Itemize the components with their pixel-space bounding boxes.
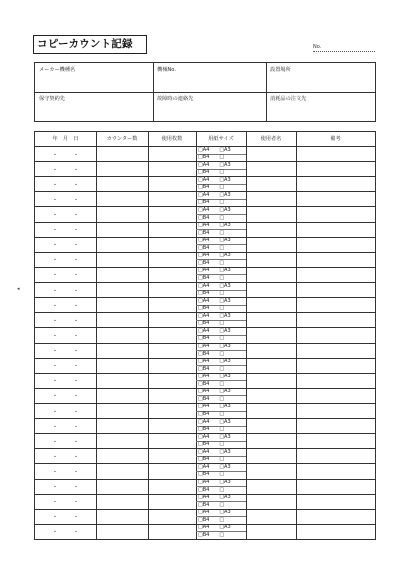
paper-option-a4-a3[interactable]: □A4 □A3	[198, 418, 231, 425]
date-cell[interactable]	[36, 449, 95, 462]
remarks-cell[interactable]	[297, 495, 374, 508]
user-name-cell[interactable]	[247, 480, 295, 493]
date-separator: ・	[52, 302, 59, 310]
remarks-cell[interactable]	[297, 223, 374, 236]
user-name-cell[interactable]	[247, 510, 295, 523]
date-separator: ・	[52, 317, 59, 325]
date-cell[interactable]	[36, 238, 95, 251]
user-name-cell[interactable]	[247, 344, 295, 357]
date-separator: ・	[52, 257, 59, 265]
remarks-cell[interactable]	[297, 238, 374, 251]
date-separator: ・	[73, 166, 80, 174]
sheets-used-cell[interactable]	[149, 147, 195, 160]
sheets-used-cell[interactable]	[149, 480, 195, 493]
date-separator: ・	[52, 196, 59, 204]
user-name-cell[interactable]	[247, 389, 295, 402]
remarks-cell[interactable]	[297, 283, 374, 296]
paper-option-b4[interactable]: □B4 □	[198, 214, 225, 221]
sheets-used-cell[interactable]	[149, 464, 195, 477]
remarks-cell[interactable]	[297, 449, 374, 462]
date-cell[interactable]	[36, 359, 95, 372]
date-separator: ・	[73, 227, 80, 235]
user-name-cell[interactable]	[247, 464, 295, 477]
install-location-label: 設置場所	[270, 67, 291, 73]
date-separator: ・	[52, 363, 59, 371]
remarks-cell[interactable]	[297, 253, 374, 266]
paper-option-a4-a3[interactable]: □A4 □A3	[198, 373, 231, 380]
date-separator: ・	[73, 468, 80, 476]
remarks-cell[interactable]	[297, 328, 374, 341]
date-separator: ・	[52, 227, 59, 235]
remarks-cell[interactable]	[297, 374, 374, 387]
sheets-used-cell[interactable]	[149, 434, 195, 447]
paper-option-a4-a3[interactable]: □A4 □A3	[198, 252, 231, 259]
paper-option-a4-a3[interactable]: □A4 □A3	[198, 176, 231, 183]
date-cell[interactable]	[36, 525, 95, 538]
date-cell[interactable]	[36, 434, 95, 447]
remarks-cell[interactable]	[297, 177, 374, 190]
paper-option-b4[interactable]: □B4 □	[198, 290, 225, 297]
remarks-cell[interactable]	[297, 298, 374, 311]
date-separator: ・	[73, 181, 80, 189]
date-separator: ・	[73, 499, 80, 507]
remarks-cell[interactable]	[297, 162, 374, 175]
counter-cell[interactable]	[97, 419, 147, 432]
paper-option-b4[interactable]: □B4 □	[198, 259, 225, 266]
machine-no-label: 機械No.	[157, 67, 176, 73]
date-separator: ・	[52, 423, 59, 431]
counter-cell[interactable]	[97, 374, 147, 387]
date-separator: ・	[73, 272, 80, 280]
remarks-cell[interactable]	[297, 207, 374, 220]
counter-cell[interactable]	[97, 192, 147, 205]
paper-option-b4[interactable]: □B4 □	[198, 441, 225, 448]
date-separator: ・	[73, 408, 80, 416]
user-name-cell[interactable]	[247, 359, 295, 372]
paper-option-b4[interactable]: □B4 □	[198, 154, 225, 161]
sheets-used-cell[interactable]	[149, 495, 195, 508]
user-name-cell[interactable]	[247, 253, 295, 266]
paper-option-b4[interactable]: □B4 □	[198, 169, 225, 176]
remarks-cell[interactable]	[297, 313, 374, 326]
paper-option-b4[interactable]: □B4 □	[198, 229, 225, 236]
paper-option-a4-a3[interactable]: □A4 □A3	[198, 494, 231, 501]
user-name-cell[interactable]	[247, 434, 295, 447]
remarks-cell[interactable]	[297, 404, 374, 417]
paper-option-a4-a3[interactable]: □A4 □A3	[198, 343, 231, 349]
paper-option-a4-a3[interactable]: □A4 □A3	[198, 297, 231, 304]
date-separator: ・	[73, 196, 80, 204]
date-separator: ・	[73, 363, 80, 371]
remarks-cell[interactable]	[297, 525, 374, 538]
paper-option-b4[interactable]: □B4 □	[198, 380, 225, 387]
date-separator: ・	[52, 242, 59, 250]
date-separator: ・	[52, 212, 59, 220]
sheets-used-cell[interactable]	[149, 344, 195, 357]
counter-cell[interactable]	[97, 434, 147, 447]
maintenance-contract-label: 保守契約先	[39, 96, 65, 102]
user-name-cell[interactable]	[247, 207, 295, 220]
date-separator: ・	[52, 287, 59, 295]
paper-size-header: 用紙サイズ	[208, 136, 234, 142]
paper-option-a4-a3[interactable]: □A4 □A3	[198, 358, 231, 365]
counter-cell[interactable]	[97, 223, 147, 236]
date-cell[interactable]	[36, 207, 95, 220]
edge-marker-icon: ◂	[17, 286, 20, 292]
date-cell[interactable]	[36, 510, 95, 523]
date-cell[interactable]	[36, 419, 95, 432]
paper-option-a4-a3[interactable]: □A4 □A3	[198, 222, 231, 229]
maker-model-field[interactable]	[36, 73, 152, 91]
date-separator: ・	[73, 302, 80, 310]
user-name-cell[interactable]	[247, 449, 295, 462]
remarks-cell[interactable]	[297, 389, 374, 402]
counter-cell[interactable]	[97, 464, 147, 477]
counter-cell[interactable]	[97, 359, 147, 372]
counter-cell[interactable]	[97, 283, 147, 296]
paper-option-b4[interactable]: □B4 □	[198, 350, 225, 357]
user-name-cell[interactable]	[247, 223, 295, 236]
sheets-used-cell[interactable]	[149, 207, 195, 220]
date-separator: ・	[52, 408, 59, 416]
sheets-used-cell[interactable]	[149, 283, 195, 296]
sheets-used-cell[interactable]	[149, 404, 195, 417]
supplies-order-field[interactable]	[267, 102, 375, 121]
date-separator: ・	[52, 348, 59, 356]
date-separator: ・	[52, 378, 59, 386]
date-cell[interactable]	[36, 162, 95, 175]
paper-option-a4-a3[interactable]: □A4 □A3	[198, 524, 231, 531]
paper-option-b4[interactable]: □B4 □	[198, 184, 225, 191]
date-separator: ・	[73, 423, 80, 431]
user-name-header: 使用者名	[260, 136, 282, 142]
date-separator: ・	[52, 438, 59, 446]
form-title: コピーカウント記録	[33, 35, 147, 54]
paper-option-b4[interactable]: □B4 □	[198, 456, 225, 463]
paper-option-a4-a3[interactable]: □A4 □A3	[198, 448, 231, 455]
date-separator: ・	[73, 438, 80, 446]
date-separator: ・	[73, 453, 80, 461]
paper-option-a4-a3[interactable]: □A4 □A3	[198, 267, 231, 274]
sheets-used-cell[interactable]	[149, 419, 195, 432]
remarks-cell[interactable]	[297, 268, 374, 281]
date-cell[interactable]	[36, 298, 95, 311]
remarks-cell[interactable]	[297, 359, 374, 372]
remarks-cell[interactable]	[297, 344, 374, 357]
sheets-used-cell[interactable]	[149, 253, 195, 266]
counter-cell[interactable]	[97, 480, 147, 493]
maintenance-contract-field[interactable]	[36, 102, 152, 121]
paper-option-b4[interactable]: □B4 □	[198, 199, 225, 206]
paper-option-b4[interactable]: □B4 □	[198, 395, 225, 402]
date-separator: ・	[52, 151, 59, 159]
user-name-cell[interactable]	[247, 404, 295, 417]
counter-cell[interactable]	[97, 510, 147, 523]
date-separator: ・	[73, 529, 80, 537]
number-field[interactable]	[313, 51, 375, 52]
remarks-cell[interactable]	[297, 480, 374, 493]
date-cell[interactable]	[36, 404, 95, 417]
date-separator: ・	[52, 332, 59, 340]
sheets-used-cell[interactable]	[149, 525, 195, 538]
date-cell[interactable]	[36, 374, 95, 387]
date-separator: ・	[73, 484, 80, 492]
user-name-cell[interactable]	[247, 419, 295, 432]
user-name-cell[interactable]	[247, 192, 295, 205]
paper-option-a4-a3[interactable]: □A4 □A3	[198, 237, 231, 244]
paper-option-a4-a3[interactable]: □A4 □A3	[198, 327, 231, 334]
sheets-used-cell[interactable]	[149, 359, 195, 372]
sheets-used-cell[interactable]	[149, 389, 195, 402]
number-label: No.	[313, 44, 322, 50]
supplies-order-label: 消耗品の注文先	[270, 96, 307, 102]
date-separator: ・	[73, 151, 80, 159]
sheets-used-cell[interactable]	[149, 223, 195, 236]
date-separator: ・	[73, 393, 80, 401]
paper-option-a4-a3[interactable]: □A4 □A3	[198, 463, 231, 470]
paper-option-a4-a3[interactable]: □A4 □A3	[198, 509, 231, 516]
date-separator: ・	[73, 332, 80, 340]
date-cell[interactable]	[36, 389, 95, 402]
user-name-cell[interactable]	[247, 525, 295, 538]
date-separator: ・	[52, 499, 59, 507]
remarks-header: 備考	[330, 136, 341, 142]
sheets-used-header: 使用枚数	[161, 136, 183, 142]
sheets-used-cell[interactable]	[149, 238, 195, 251]
remarks-cell[interactable]	[297, 192, 374, 205]
paper-option-b4[interactable]: □B4 □	[198, 426, 225, 433]
date-cell[interactable]	[36, 313, 95, 326]
counter-cell[interactable]	[97, 404, 147, 417]
paper-option-a4-a3[interactable]: □A4 □A3	[198, 206, 231, 213]
paper-option-a4-a3[interactable]: □A4 □A3	[198, 388, 231, 395]
date-separator: ・	[52, 468, 59, 476]
date-cell[interactable]	[36, 268, 95, 281]
install-location-field[interactable]	[267, 73, 375, 91]
counter-cell[interactable]	[97, 162, 147, 175]
date-cell[interactable]	[36, 147, 95, 160]
date-separator: ・	[73, 514, 80, 522]
user-name-cell[interactable]	[247, 147, 295, 160]
counter-cell[interactable]	[97, 147, 147, 160]
date-separator: ・	[73, 287, 80, 295]
date-separator: ・	[52, 453, 59, 461]
sheets-used-cell[interactable]	[149, 268, 195, 281]
date-cell[interactable]	[36, 223, 95, 236]
paper-option-b4[interactable]: □B4 □	[198, 501, 225, 508]
user-name-cell[interactable]	[247, 283, 295, 296]
date-separator: ・	[52, 529, 59, 537]
paper-option-b4[interactable]: □B4 □	[198, 305, 225, 312]
counter-header: カウンター数	[106, 136, 138, 142]
count-log-table	[34, 131, 376, 540]
counter-cell[interactable]	[97, 238, 147, 251]
counter-cell[interactable]	[97, 449, 147, 462]
user-name-cell[interactable]	[247, 268, 295, 281]
counter-cell[interactable]	[97, 177, 147, 190]
machine-no-field[interactable]	[154, 73, 265, 91]
sheets-used-cell[interactable]	[149, 374, 195, 387]
sheets-used-cell[interactable]	[149, 298, 195, 311]
date-cell[interactable]	[36, 192, 95, 205]
date-cell[interactable]	[36, 328, 95, 341]
date-cell[interactable]	[36, 464, 95, 477]
paper-option-b4[interactable]: □B4 □	[198, 335, 225, 342]
date-separator: ・	[52, 514, 59, 522]
failure-contact-label: 故障時の連絡先	[157, 96, 194, 102]
paper-option-a4-a3[interactable]: □A4 □A3	[198, 191, 231, 198]
date-separator: ・	[52, 166, 59, 174]
remarks-cell[interactable]	[297, 147, 374, 160]
date-separator: ・	[52, 393, 59, 401]
counter-cell[interactable]	[97, 328, 147, 341]
user-name-cell[interactable]	[247, 238, 295, 251]
paper-option-a4-a3[interactable]: □A4 □A3	[198, 146, 231, 153]
paper-option-b4[interactable]: □B4 □	[198, 531, 225, 538]
user-name-cell[interactable]	[247, 328, 295, 341]
remarks-cell[interactable]	[297, 419, 374, 432]
counter-cell[interactable]	[97, 495, 147, 508]
date-separator: ・	[52, 181, 59, 189]
date-separator: ・	[73, 378, 80, 386]
paper-option-a4-a3[interactable]: □A4 □A3	[198, 161, 231, 168]
date-separator: ・	[73, 317, 80, 325]
paper-option-b4[interactable]: □B4 □	[198, 516, 225, 523]
counter-cell[interactable]	[97, 344, 147, 357]
paper-option-b4[interactable]: □B4 □	[198, 486, 225, 493]
sheets-used-cell[interactable]	[149, 328, 195, 341]
info-divider	[35, 92, 375, 93]
sheets-used-cell[interactable]	[149, 313, 195, 326]
paper-option-a4-a3[interactable]: □A4 □A3	[198, 479, 231, 486]
user-name-cell[interactable]	[247, 177, 295, 190]
date-separator: ・	[73, 348, 80, 356]
remarks-cell[interactable]	[297, 464, 374, 477]
user-name-cell[interactable]	[247, 374, 295, 387]
date-separator: ・	[73, 257, 80, 265]
date-cell[interactable]	[36, 344, 95, 357]
counter-cell[interactable]	[97, 207, 147, 220]
remarks-cell[interactable]	[297, 434, 374, 447]
paper-option-a4-a3[interactable]: □A4 □A3	[198, 403, 231, 410]
date-cell[interactable]	[36, 495, 95, 508]
counter-cell[interactable]	[97, 268, 147, 281]
date-cell[interactable]	[36, 480, 95, 493]
counter-cell[interactable]	[97, 298, 147, 311]
paper-option-a4-a3[interactable]: □A4 □A3	[198, 433, 231, 440]
date-separator: ・	[52, 484, 59, 492]
paper-option-b4[interactable]: □B4 □	[198, 411, 225, 418]
date-separator: ・	[52, 272, 59, 280]
machine-info-table	[34, 62, 376, 122]
paper-option-a4-a3[interactable]: □A4 □A3	[198, 282, 231, 289]
sheets-used-cell[interactable]	[149, 510, 195, 523]
date-header: 年 月 日	[52, 136, 79, 142]
paper-option-b4[interactable]: □B4 □	[198, 320, 225, 327]
paper-option-b4[interactable]: □B4 □	[198, 274, 225, 281]
user-name-cell[interactable]	[247, 162, 295, 175]
date-cell[interactable]	[36, 177, 95, 190]
sheets-used-cell[interactable]	[149, 162, 195, 175]
failure-contact-field[interactable]	[154, 102, 265, 121]
date-cell[interactable]	[36, 283, 95, 296]
sheets-used-cell[interactable]	[149, 192, 195, 205]
paper-option-a4-a3[interactable]: □A4 □A3	[198, 312, 231, 319]
counter-cell[interactable]	[97, 389, 147, 402]
counter-cell[interactable]	[97, 313, 147, 326]
counter-cell[interactable]	[97, 253, 147, 266]
paper-option-b4[interactable]: □B4 □	[198, 365, 225, 372]
user-name-cell[interactable]	[247, 313, 295, 326]
paper-option-b4[interactable]: □B4 □	[198, 244, 225, 251]
date-separator: ・	[73, 242, 80, 250]
user-name-cell[interactable]	[247, 298, 295, 311]
maker-model-label: メーカー機種名	[39, 67, 76, 73]
sheets-used-cell[interactable]	[149, 177, 195, 190]
date-separator: ・	[73, 212, 80, 220]
paper-option-b4[interactable]: □B4 □	[198, 471, 225, 478]
user-name-cell[interactable]	[247, 495, 295, 508]
date-cell[interactable]	[36, 253, 95, 266]
counter-cell[interactable]	[97, 525, 147, 538]
sheets-used-cell[interactable]	[149, 449, 195, 462]
remarks-cell[interactable]	[297, 510, 374, 523]
